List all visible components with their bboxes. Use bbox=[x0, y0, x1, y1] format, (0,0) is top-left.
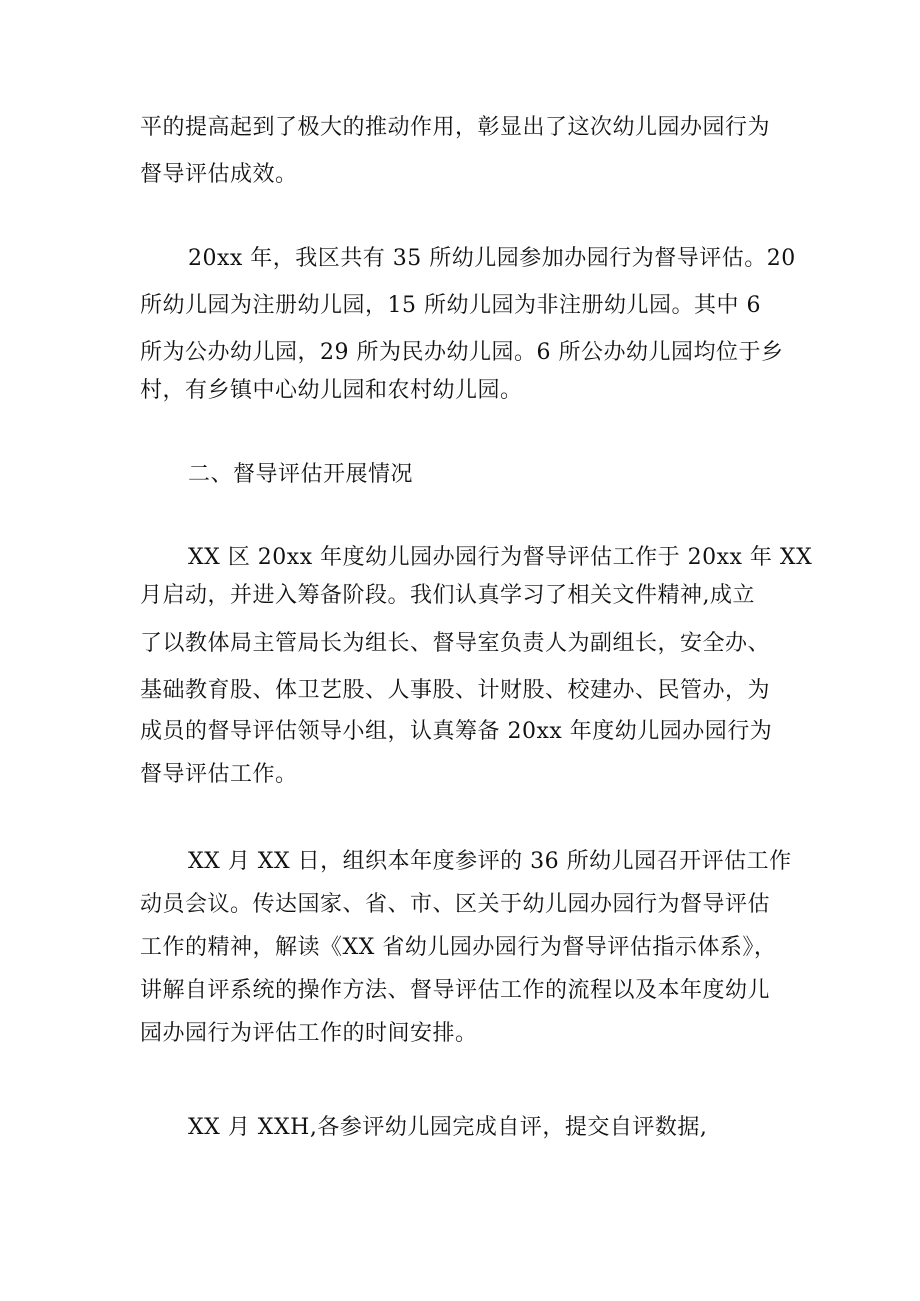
section-heading-2: 二、督导评估开展情况 bbox=[188, 462, 414, 487]
paragraph-2-line-1: 20xx 年，我区共有 35 所幼儿园参加办园行为督导评估。20 bbox=[188, 246, 796, 271]
paragraph-4-line-1: XX 月 XX 日，组织本年度参评的 36 所幼儿园召开评估工作 bbox=[188, 849, 792, 874]
paragraph-4-line-2: 动员会议。传达国家、省、市、区关于幼儿园办园行为督导评估 bbox=[140, 892, 771, 917]
paragraph-3-line-3: 了以教体局主管局长为组长、督导室负责人为副组长，安全办、 bbox=[140, 631, 771, 656]
paragraph-1-line-1: 平的提高起到了极大的推动作用，彰显出了这次幼儿园办园行为 bbox=[140, 115, 771, 140]
paragraph-3-line-1: XX 区 20xx 年度幼儿园办园行为督导评估工作于 20xx 年 XX bbox=[188, 545, 813, 570]
paragraph-4-line-3: 工作的精神，解读《XX 省幼儿园办园行为督导评估指示体系》， bbox=[140, 935, 777, 960]
paragraph-2-line-4: 村，有乡镇中心幼儿园和农村幼儿园。 bbox=[140, 378, 523, 403]
paragraph-3-line-6: 督导评估工作。 bbox=[140, 762, 298, 787]
paragraph-3-line-4: 基础教育股、体卫艺股、人事股、计财股、校建办、民管办，为 bbox=[140, 678, 771, 703]
paragraph-4-line-5: 园办园行为评估工作的时间安排。 bbox=[140, 1021, 478, 1046]
paragraph-4-line-4: 讲解自评系统的操作方法、督导评估工作的流程以及本年度幼儿 bbox=[140, 978, 771, 1003]
paragraph-1-line-2: 督导评估成效。 bbox=[140, 162, 298, 187]
paragraph-5-line-1: XX 月 XXH,各参评幼儿园完成自评，提交自评数据, bbox=[188, 1115, 708, 1140]
paragraph-2-line-2: 所幼儿园为注册幼儿园，15 所幼儿园为非注册幼儿园。其中 6 bbox=[140, 293, 761, 318]
paragraph-3-line-5: 成员的督导评估领导小组，认真筹备 20xx 年度幼儿园办园行为 bbox=[140, 719, 773, 744]
paragraph-3-line-2: 月启动，并进入筹备阶段。我们认真学习了相关文件精神,成立 bbox=[140, 583, 755, 608]
paragraph-2-line-3: 所为公办幼儿园，29 所为民办幼儿园。6 所公办幼儿园均位于乡 bbox=[140, 340, 784, 365]
